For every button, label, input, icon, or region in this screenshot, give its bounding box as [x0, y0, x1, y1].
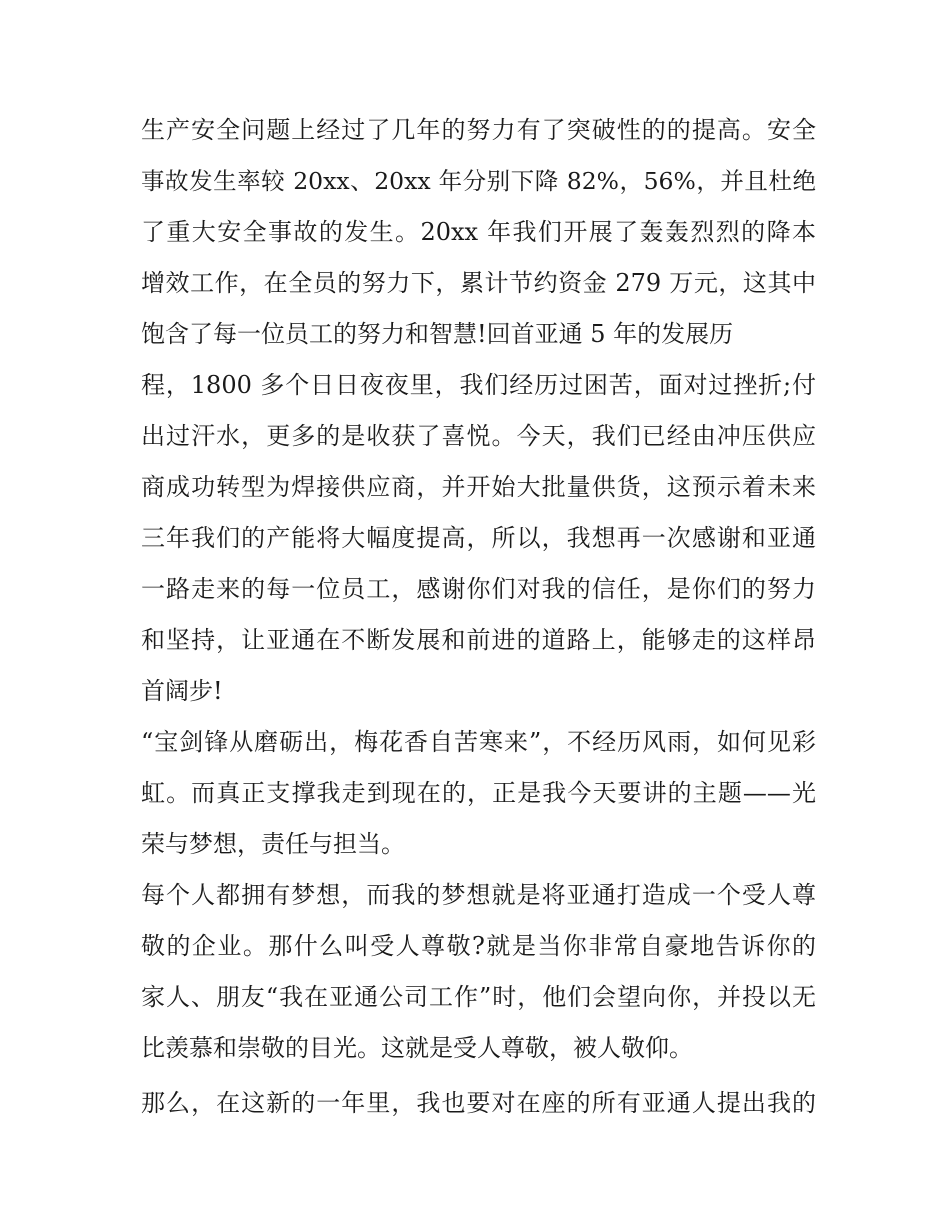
text-line: 敬的企业。那什么叫受人尊敬?就是当你非常自豪地告诉你的 — [141, 932, 816, 960]
text-line: 和坚持，让亚通在不断发展和前进的道路上，能够走的这样昂 — [141, 626, 816, 654]
text-line: 每个人都拥有梦想，而我的梦想就是将亚通打造成一个受人尊 — [141, 881, 816, 909]
text-line: 饱含了每一位员工的努力和智慧!回首亚通 5 年的发展历 — [141, 320, 734, 348]
text-line: 比羡慕和崇敬的目光。这就是受人尊敬，被人敬仰。 — [141, 1034, 693, 1062]
text-line: 那么，在这新的一年里，我也要对在座的所有亚通人提出我的 — [141, 1089, 816, 1117]
text-line: 首阔步! — [141, 677, 223, 705]
text-line: 事故发生率较 20xx、20xx 年分别下降 82%，56%，并且杜绝 — [141, 167, 816, 195]
body-text — [141, 108, 816, 1132]
text-line: 一路走来的每一位员工，感谢你们对我的信任，是你们的努力 — [141, 575, 816, 603]
text-line: 增效工作，在全员的努力下，累计节约资金 279 万元，这其中 — [141, 269, 816, 297]
text-line: “宝剑锋从磨砺出，梅花香自苦寒来”，不经历风雨，如何见彩 — [141, 728, 816, 756]
text-line: 家人、朋友“我在亚通公司工作”时，他们会望向你，并投以无 — [141, 983, 816, 1011]
text-line: 生产安全问题上经过了几年的努力有了突破性的的提高。安全 — [141, 116, 816, 144]
text-line: 荣与梦想，责任与担当。 — [141, 830, 405, 858]
text-line: 商成功转型为焊接供应商，并开始大批量供货，这预示着未来 — [141, 473, 816, 501]
text-line: 出过汗水，更多的是收获了喜悦。今天，我们已经由冲压供应 — [141, 422, 816, 450]
text-line: 虹。而真正支撑我走到现在的，正是我今天要讲的主题——光 — [141, 779, 816, 807]
text-line: 程，1800 多个日日夜夜里，我们经历过困苦，面对过挫折;付 — [141, 371, 816, 399]
text-line: 了重大安全事故的发生。20xx 年我们开展了轰轰烈烈的降本 — [141, 218, 816, 246]
text-line: 三年我们的产能将大幅度提高，所以，我想再一次感谢和亚通 — [141, 524, 816, 552]
